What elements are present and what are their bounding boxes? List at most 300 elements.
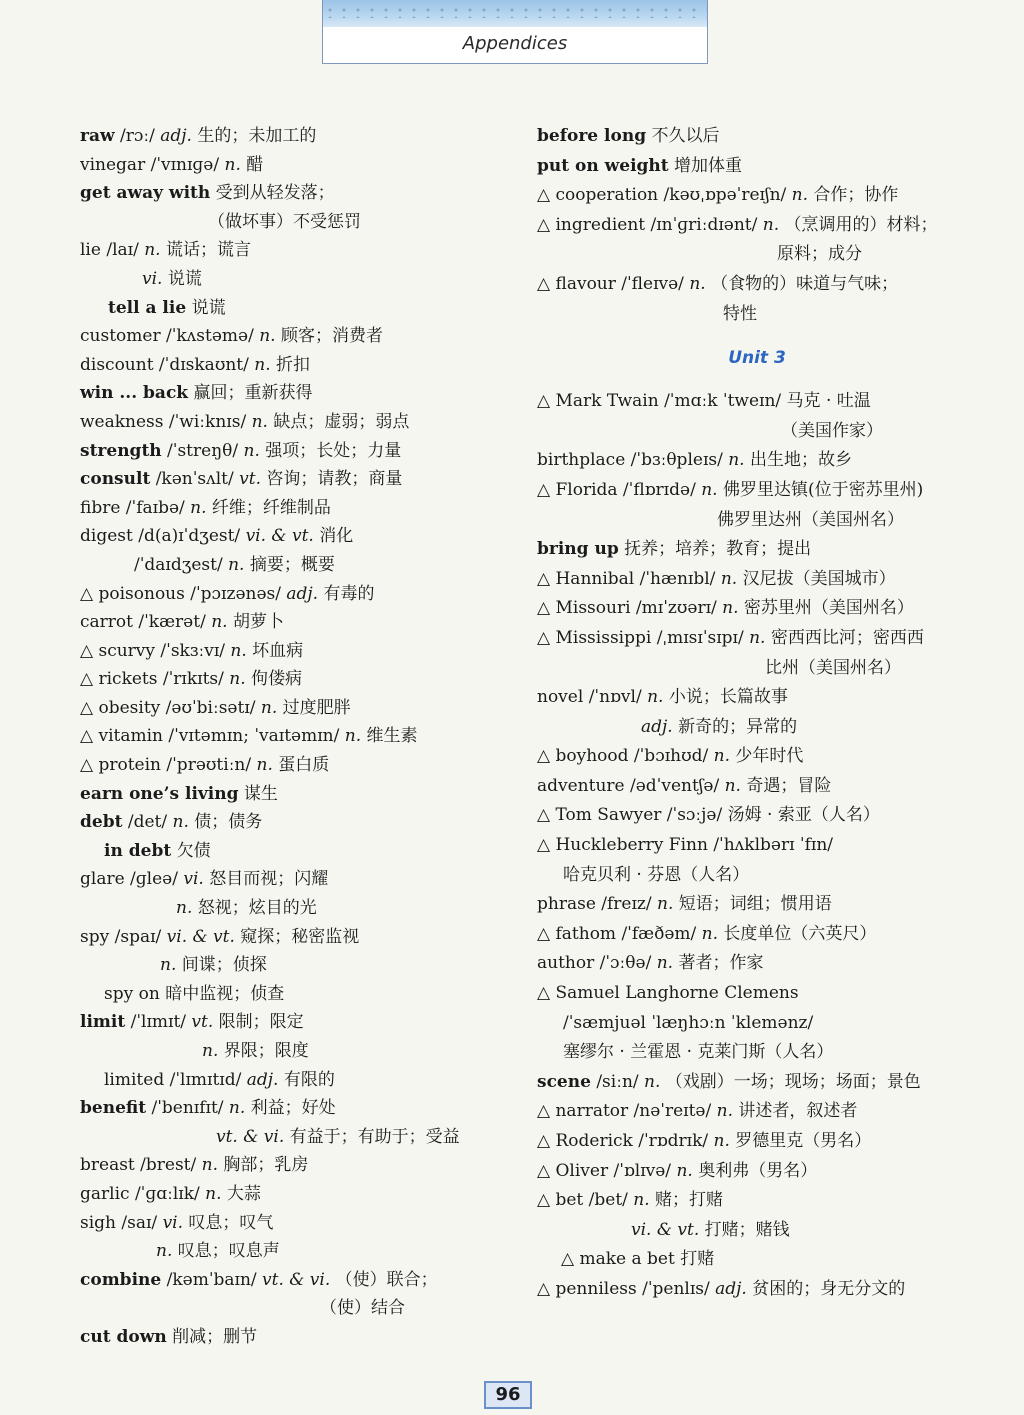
vocab-entry-line <box>537 1275 977 1305</box>
vocab-entry-line <box>80 208 510 237</box>
vocab-entry-line <box>537 801 977 831</box>
vocab-entry-line <box>80 379 510 408</box>
entry-text: /ˈsæmjuəl ˈlæŋhɔːn ˈklemənz/ <box>563 1012 814 1033</box>
part-of-speech: n. <box>202 1041 219 1061</box>
definition: 打赌 <box>674 1249 715 1270</box>
vocab-entry-line <box>80 322 510 351</box>
vocab-entry-line <box>537 1216 977 1246</box>
page-number: 96 <box>484 1381 532 1409</box>
part-of-speech: n. <box>676 1160 693 1181</box>
entry-text: Samuel Langhorne Clemens <box>555 983 799 1004</box>
vocab-entry-line <box>80 522 510 551</box>
definition: 谎话；谎言 <box>160 240 251 261</box>
unit-heading: Unit 3 <box>728 348 786 369</box>
vocab-entry-line <box>80 465 510 494</box>
triangle-marker-icon: △ <box>80 755 99 776</box>
triangle-marker-icon: △ <box>537 1131 556 1151</box>
entry-text: fathom /ˈfæðəm/ <box>555 923 702 944</box>
vocab-entry-line <box>537 270 977 300</box>
vocab-entry-line <box>537 181 977 211</box>
headword: put on weight <box>537 155 669 176</box>
phonetic: /kəmˈbaɪn/ <box>161 1269 263 1290</box>
vocab-entry-line <box>537 1038 977 1068</box>
definition: 长度单位（六英尺） <box>718 923 877 944</box>
definition: 顾客；消费者 <box>275 326 383 347</box>
entry-text: Hannibal /ˈhænɪbl/ <box>555 568 721 589</box>
entry-text: Missouri /mɪˈzʊərɪ/ <box>555 598 723 619</box>
entry-text: fibre /ˈfaɪbə/ <box>80 497 191 518</box>
definition: （烹调用的）材料； <box>779 214 938 235</box>
definition: 不久以后 <box>646 126 720 146</box>
vocab-entry-line <box>80 236 510 265</box>
vocab-entry-line <box>80 808 510 837</box>
headword: get away with <box>80 183 211 204</box>
definition: 密西西比河；密西西 <box>765 627 924 648</box>
entry-text: spy /spaɪ/ <box>80 926 167 947</box>
part-of-speech: vi. & vt. <box>631 1219 700 1240</box>
vocab-entry-line <box>537 240 977 270</box>
entry-text: Tom Sawyer /ˈsɔːjə/ <box>555 805 728 826</box>
definition: 奥利弗（男名） <box>692 1160 818 1181</box>
definition: 有毒的 <box>318 583 375 604</box>
vocab-entry-line <box>537 535 977 565</box>
part-of-speech: n. <box>229 669 246 690</box>
part-of-speech: n. <box>749 627 766 648</box>
part-of-speech: n. <box>724 775 741 796</box>
definition: 谋生 <box>238 783 278 804</box>
definition: 间谍；侦探 <box>176 955 267 976</box>
definition: 有益于；有助于；受益 <box>284 1126 460 1147</box>
part-of-speech: n. <box>701 923 719 944</box>
definition: （美国作家） <box>781 420 883 441</box>
vocab-entry-line <box>80 580 510 609</box>
definition: 叹息；叹息声 <box>172 1241 280 1262</box>
vocab-entry-line <box>80 1323 510 1352</box>
entry-text: rickets /ˈrɪkɪts/ <box>98 669 230 690</box>
definition: 窥探；秘密监视 <box>234 926 360 947</box>
entry-text: Oliver /ˈɒlɪvə/ <box>555 1160 677 1181</box>
definition: 合作；协作 <box>808 185 899 206</box>
phonetic: /ˈbenɪfɪt/ <box>146 1098 229 1119</box>
entry-text: Florida /ˈflɒrɪdə/ <box>555 479 702 500</box>
triangle-marker-icon: △ <box>80 640 99 661</box>
entry-text: poisonous /ˈpɔɪzənəs/ <box>98 583 287 604</box>
definition: 佛罗里达镇(位于密苏里州) <box>717 479 924 500</box>
vocab-entry-line <box>537 920 977 950</box>
headword: cut down <box>80 1326 167 1347</box>
vocab-entry-line <box>537 831 977 861</box>
part-of-speech: n. <box>228 554 245 575</box>
triangle-marker-icon: △ <box>537 805 556 826</box>
vocab-entry-line <box>537 654 977 684</box>
header-decorative-band <box>323 0 707 27</box>
definition: 短语；词组；惯用语 <box>673 894 832 915</box>
definition: 奇遇；冒险 <box>740 775 832 796</box>
part-of-speech: n. <box>633 1190 650 1211</box>
definition: （使）联合； <box>330 1269 438 1290</box>
vocab-entry-line <box>537 1245 977 1275</box>
entry-text: make a bet <box>579 1249 675 1270</box>
vocab-entry-line <box>80 1294 510 1323</box>
definition: 赢回；重新获得 <box>188 383 313 404</box>
part-of-speech: n. <box>260 697 278 718</box>
definition: 佛罗里达州（美国州名） <box>717 509 904 530</box>
part-of-speech: n. <box>716 1101 733 1122</box>
entry-text: cooperation /kəʊˌɒpəˈreɪʃn/ <box>555 185 792 206</box>
part-of-speech: vt. & vi. <box>216 1126 285 1147</box>
definition: 受到从轻发落； <box>210 183 335 204</box>
entry-text: flavour /ˈfleɪvə/ <box>555 273 690 294</box>
definition: 摘要；概要 <box>244 554 335 575</box>
headword: bring up <box>537 539 619 560</box>
vocab-entry-line <box>537 211 977 241</box>
part-of-speech: n. <box>647 687 664 708</box>
vocab-entry-line <box>537 565 977 595</box>
part-of-speech: n. <box>644 1071 661 1092</box>
part-of-speech: vt. & vi. <box>262 1269 331 1290</box>
triangle-marker-icon: △ <box>537 214 556 235</box>
headword: limit <box>80 1012 126 1033</box>
part-of-speech: adj. <box>641 716 673 737</box>
vocab-entry-line <box>80 294 510 323</box>
triangle-marker-icon: △ <box>80 669 99 690</box>
vocab-entry-line <box>80 551 510 580</box>
vocab-entry-line <box>537 683 977 713</box>
vocab-entry-line <box>80 494 510 523</box>
left-column <box>80 122 510 1352</box>
definition: 大蒜 <box>221 1183 261 1204</box>
vocab-entry-line <box>80 122 510 151</box>
entry-text: boyhood /ˈbɔɪhʊd/ <box>555 746 714 767</box>
headword: win ... back <box>80 383 189 404</box>
vocab-entry-line <box>537 713 977 743</box>
entry-text: sigh /saɪ/ <box>80 1212 163 1233</box>
entry-text: author /ˈɔːθə/ <box>537 953 657 974</box>
vocab-entry-line <box>80 894 510 923</box>
part-of-speech: adj. <box>286 583 319 604</box>
definition: 生的；未加工的 <box>191 126 317 146</box>
definition: 哈克贝利 · 芬恩（人名） <box>563 864 750 885</box>
definition: 比州（美国州名） <box>765 657 901 678</box>
vocab-entry-line <box>537 772 977 802</box>
definition: （戏剧）一场；现场；场面；景色 <box>660 1071 921 1092</box>
definition: 罗德里克（男名） <box>729 1131 872 1151</box>
phonetic: /det/ <box>122 812 173 833</box>
definition: 维生素 <box>361 726 418 747</box>
triangle-marker-icon: △ <box>537 479 556 500</box>
vocab-entry-line <box>80 1180 510 1209</box>
part-of-speech: n. <box>689 273 706 294</box>
entry-text: penniless /ˈpenlɪs/ <box>555 1278 716 1299</box>
vocab-entry-line <box>80 665 510 694</box>
triangle-marker-icon: △ <box>537 1190 556 1211</box>
entry-text: narrator /nəˈreɪtə/ <box>555 1101 717 1122</box>
phonetic: /ˈstreŋθ/ <box>161 440 244 461</box>
phonetic: /rɔː/ <box>114 126 161 146</box>
vocab-entry-line <box>537 742 977 772</box>
vocab-entry-line <box>80 722 510 751</box>
vocab-entry-line <box>537 1186 977 1216</box>
vocab-entry-line <box>537 949 977 979</box>
headword: consult <box>80 469 151 490</box>
part-of-speech: n. <box>762 214 780 235</box>
part-of-speech: adj. <box>160 126 192 146</box>
definition: 汤姆 · 索亚（人名） <box>727 805 880 826</box>
part-of-speech: n. <box>224 154 241 175</box>
part-of-speech: n. <box>172 812 189 833</box>
part-of-speech: adj. <box>246 1069 279 1090</box>
triangle-marker-icon: △ <box>537 1278 556 1299</box>
entry-text: digest /d(a)ɪˈdʒest/ <box>80 526 246 547</box>
part-of-speech: n. <box>251 411 268 432</box>
entry-text: vitamin /ˈvɪtəmɪn; ˈvaɪtəmɪn/ <box>98 726 345 747</box>
entry-text: birthplace /ˈbɜːθpleɪs/ <box>537 450 729 471</box>
part-of-speech: n. <box>713 1131 730 1151</box>
definition: 胡萝卜 <box>227 612 284 633</box>
triangle-marker-icon: △ <box>537 273 556 294</box>
entry-text: obesity /əʊˈbiːsətɪ/ <box>98 697 261 718</box>
definition: 原料；成分 <box>777 244 862 265</box>
definition: 削减；删节 <box>166 1326 258 1347</box>
triangle-marker-icon: △ <box>537 627 556 648</box>
definition: 强项；长处；力量 <box>259 440 402 461</box>
headword: strength <box>80 440 162 461</box>
vocab-entry-line <box>80 637 510 666</box>
part-of-speech: n. <box>144 240 161 261</box>
headword: combine <box>80 1269 162 1290</box>
phonetic: /kənˈsʌlt/ <box>150 469 240 490</box>
entry-text: glare /ɡleə/ <box>80 869 184 890</box>
part-of-speech: n. <box>722 598 739 619</box>
entry-text: ingredient /ɪnˈɡriːdɪənt/ <box>555 214 763 235</box>
triangle-marker-icon: △ <box>537 1101 556 1122</box>
part-of-speech: n. <box>156 1241 173 1262</box>
definition: 小说；长篇故事 <box>663 687 788 708</box>
definition: 有限的 <box>278 1069 335 1090</box>
header-title: Appendices <box>462 33 568 54</box>
vocab-entry-line <box>537 624 977 654</box>
definition: 限制；限定 <box>213 1012 304 1033</box>
triangle-marker-icon: △ <box>80 726 99 747</box>
triangle-marker-icon: △ <box>537 185 556 206</box>
part-of-speech: n. <box>211 612 228 633</box>
phonetic: /siːn/ <box>590 1071 645 1092</box>
definition: 暗中监视；侦查 <box>159 983 285 1004</box>
entry-text: limited /ˈlɪmɪtɪd/ <box>104 1069 247 1090</box>
definition: 抚养；培养；教育；提出 <box>618 539 812 560</box>
definition: 佝偻病 <box>245 669 303 690</box>
definition: 胸部；乳房 <box>218 1155 309 1176</box>
part-of-speech: n. <box>230 640 247 661</box>
part-of-speech: n. <box>201 1155 219 1176</box>
definition: 醋 <box>240 154 264 175</box>
entry-text: discount /ˈdɪskaʊnt/ <box>80 354 255 375</box>
vocab-entry-line <box>537 979 977 1009</box>
part-of-speech: vi. & vt. <box>166 926 235 947</box>
vocab-entry-line <box>80 1066 510 1095</box>
vocab-entry-line <box>80 608 510 637</box>
vocab-entry-line <box>80 351 510 380</box>
part-of-speech: n. <box>190 497 207 518</box>
definition: 密苏里州（美国州名） <box>738 598 914 619</box>
vocab-entry-line <box>80 1123 510 1152</box>
part-of-speech: vi. <box>183 869 204 890</box>
vocab-entry-line <box>80 1266 510 1295</box>
definition: （使）结合 <box>320 1298 405 1319</box>
part-of-speech: n. <box>701 479 718 500</box>
vocab-entry-line <box>537 152 977 182</box>
vocab-entry-line <box>537 1009 977 1039</box>
vocab-entry-line <box>80 694 510 723</box>
part-of-speech: n. <box>254 354 271 375</box>
triangle-marker-icon: △ <box>537 1160 556 1181</box>
definition: 特性 <box>723 303 757 324</box>
part-of-speech: n. <box>728 450 745 471</box>
definition: 说谎 <box>186 297 226 318</box>
vocab-entry-line <box>80 437 510 466</box>
vocab-entry-line <box>537 387 977 417</box>
vocab-entry-line <box>80 265 510 294</box>
phonetic: /ˈlɪmɪt/ <box>125 1012 192 1033</box>
triangle-marker-icon: △ <box>537 923 556 944</box>
part-of-speech: n. <box>657 894 674 915</box>
definition: 消化 <box>313 526 354 547</box>
headword: raw <box>80 126 115 146</box>
entry-text: scurvy /ˈskɜːvɪ/ <box>98 640 231 661</box>
definition: 赌；打赌 <box>649 1190 724 1211</box>
triangle-marker-icon: △ <box>537 598 556 619</box>
triangle-marker-icon: △ <box>537 391 556 412</box>
definition: 说谎 <box>162 268 202 289</box>
definition: 著者；作家 <box>673 953 764 974</box>
entry-text: customer /ˈkʌstəmə/ <box>80 326 260 347</box>
vocab-entry-line <box>537 1157 977 1187</box>
entry-text: garlic /ˈɡɑːlɪk/ <box>80 1183 206 1204</box>
entry-text: novel /ˈnɒvl/ <box>537 687 648 708</box>
vocab-entry-line <box>537 476 977 506</box>
headword: debt <box>80 812 123 833</box>
part-of-speech: vi. <box>142 268 163 289</box>
headword: in debt <box>104 840 172 861</box>
vocab-entry-line <box>80 151 510 180</box>
right-column <box>537 122 977 1305</box>
vocab-entry-line <box>80 837 510 866</box>
definition: 打赌；赌钱 <box>699 1219 790 1240</box>
definition: 蛋白质 <box>272 755 330 776</box>
vocab-entry-line <box>80 179 510 208</box>
vocab-entry-line <box>80 751 510 780</box>
definition: 咨询；请教；商量 <box>260 469 403 490</box>
definition: 坏血病 <box>246 640 304 661</box>
triangle-marker-icon: △ <box>537 835 556 856</box>
definition: 增加体重 <box>668 155 743 176</box>
vocab-entry-line <box>80 1094 510 1123</box>
part-of-speech: n. <box>176 898 193 919</box>
part-of-speech: n. <box>259 326 276 347</box>
entry-text: spy on <box>104 983 160 1004</box>
entry-text: carrot /ˈkærət/ <box>80 612 212 633</box>
definition: 过度肥胖 <box>277 697 351 718</box>
vocab-entry-line <box>80 1209 510 1238</box>
triangle-marker-icon: △ <box>537 568 556 589</box>
entry-text: Huckleberry Finn /ˈhʌklbərɪ ˈfɪn/ <box>555 835 833 856</box>
entry-text: Mississippi /ˌmɪsɪˈsɪpɪ/ <box>555 627 750 648</box>
part-of-speech: n. <box>160 955 177 976</box>
entry-text: phrase /freɪz/ <box>537 894 658 915</box>
entry-text: breast /brest/ <box>80 1155 202 1176</box>
vocab-entry-line <box>537 594 977 624</box>
vocab-entry-line <box>537 417 977 447</box>
vocab-entry-line <box>537 1068 977 1098</box>
triangle-marker-icon: △ <box>80 697 99 718</box>
vocab-entry-line <box>80 865 510 894</box>
part-of-speech: n. <box>344 726 362 747</box>
vocab-entry-line <box>80 1008 510 1037</box>
triangle-marker-icon: △ <box>561 1249 580 1270</box>
definition: 少年时代 <box>730 746 804 767</box>
headword: benefit <box>80 1098 147 1119</box>
entry-text: weakness /ˈwiːknɪs/ <box>80 411 252 432</box>
headword: earn one’s living <box>80 783 239 804</box>
definition: 出生地；故乡 <box>744 450 852 471</box>
vocab-entry-line <box>80 408 510 437</box>
definition: 缺点；虚弱；弱点 <box>267 411 410 432</box>
definition: 新奇的；异常的 <box>672 716 798 737</box>
definition: 纤维；纤维制品 <box>206 497 331 518</box>
entry-text: bet /bet/ <box>555 1190 634 1211</box>
entry-text: lie /laɪ/ <box>80 240 145 261</box>
vocab-entry-line <box>537 1127 977 1157</box>
appendices-header <box>322 0 708 64</box>
part-of-speech: vi. & vt. <box>245 526 314 547</box>
triangle-marker-icon: △ <box>537 746 556 767</box>
triangle-marker-icon: △ <box>537 983 556 1004</box>
definition: 汉尼拔（美国城市） <box>737 568 896 589</box>
vocab-entry-line <box>80 980 510 1009</box>
headword: before long <box>537 126 647 146</box>
vocab-entry-line <box>80 780 510 809</box>
headword: tell a lie <box>108 297 187 318</box>
vocab-entry-line <box>80 1237 510 1266</box>
definition: 怒视；炫目的光 <box>192 898 317 919</box>
entry-text: Mark Twain /ˈmɑːk ˈtweɪn/ <box>555 391 787 412</box>
part-of-speech: n. <box>205 1183 222 1204</box>
part-of-speech: vt. <box>239 469 261 490</box>
definition: 贫困的；身无分文的 <box>746 1278 906 1299</box>
definition: 塞缪尔 · 兰霍恩 · 克莱门斯（人名） <box>563 1042 834 1063</box>
part-of-speech: n. <box>256 755 273 776</box>
vocab-entry-line <box>537 1097 977 1127</box>
part-of-speech: n. <box>243 440 260 461</box>
definition: 欠债 <box>171 840 211 861</box>
triangle-marker-icon: △ <box>80 583 99 604</box>
vocab-entry-line <box>80 923 510 952</box>
vocab-entry-line <box>537 861 977 891</box>
entry-text: vinegar /ˈvɪnɪɡə/ <box>80 154 225 175</box>
vocab-entry-line <box>80 951 510 980</box>
part-of-speech: n. <box>791 185 809 206</box>
entry-text: protein /ˈprəʊtiːn/ <box>98 755 257 776</box>
vocab-entry-line <box>537 122 977 152</box>
part-of-speech: n. <box>656 953 674 974</box>
part-of-speech: vi. <box>162 1212 184 1233</box>
part-of-speech: adj. <box>715 1278 747 1299</box>
definition: 利益；好处 <box>245 1098 336 1119</box>
definition: 怒目而视；闪耀 <box>203 869 329 890</box>
part-of-speech: n. <box>713 746 731 767</box>
entry-text: adventure /ədˈventʃə/ <box>537 775 725 796</box>
headword: scene <box>537 1071 591 1092</box>
